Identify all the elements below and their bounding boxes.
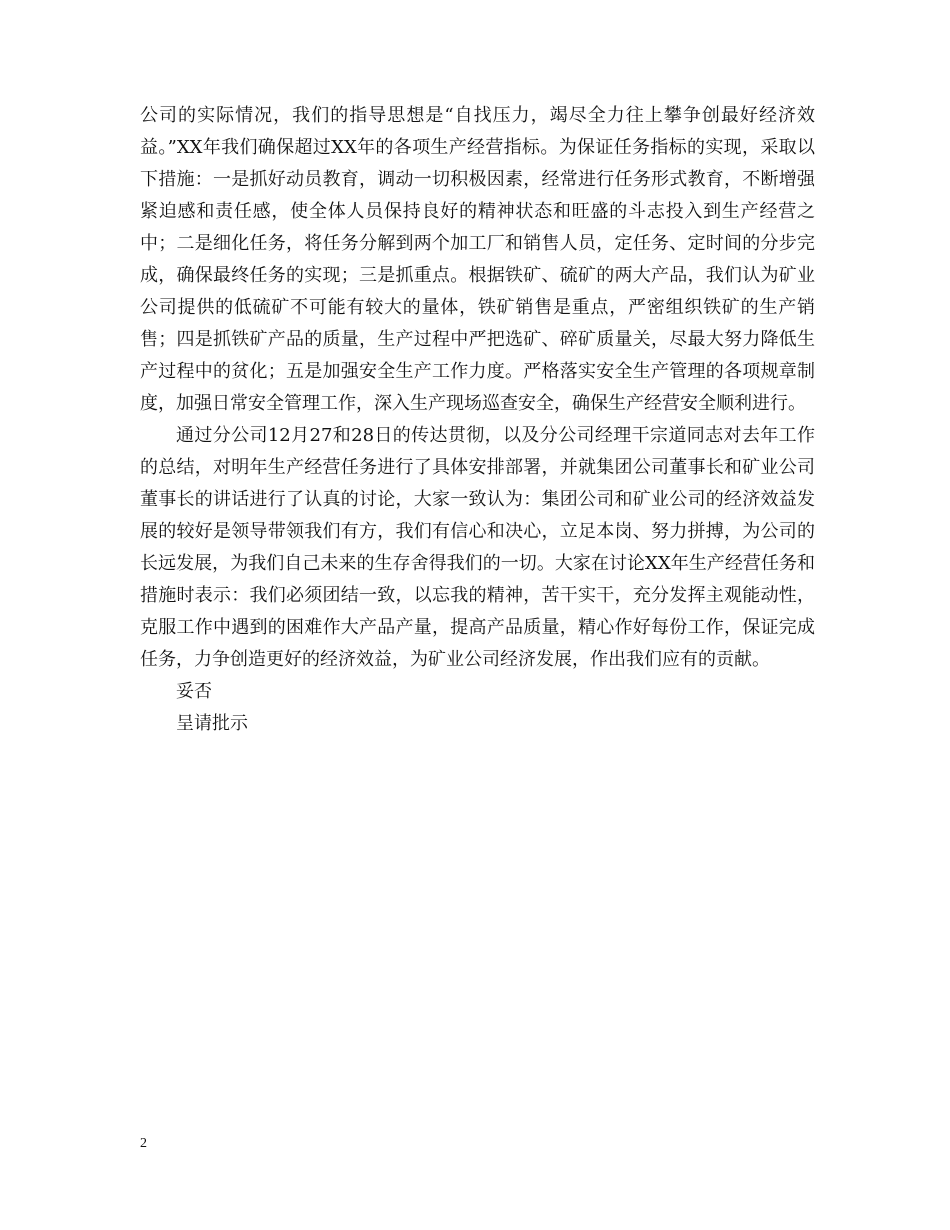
closing-request: 呈请批示 [176,713,248,734]
closing-approval: 妥否 [176,681,212,702]
paragraph-continued: 公司的实际情况，我们的指导思想是“自找压力，竭尽全力往上攀争创最好经济效益。”XX年我们确保超过XX年的各项生产经营指标。为保证任务指标的实现，采取以下措施：一是抓好动员教育，调动一切积极因素，经常进行任务形式教育，不断增强紧迫感和责任感，使全体人员保持良好的精神状态和旺盛的斗志投入到生产经营之中；二是细化任务，将任务分解到两个加工厂和销售人员，定任务、定时间的分步完成，确保最终任务的实现；三是抓重点。根据铁矿、硫矿的两大产品，我们认为矿业公司提供的低硫矿不可能有较大的量体，铁矿销售是重点，严密组织铁矿的生产销售；四是抓铁矿产品的质量，生产过程中严把选矿、碎矿质量关，尽最大努力降低生产过程中的贫化；五是加强安全生产工作力度。严格落实安全生产管理的各项规章制度，加强日常安全管理工作，深入生产现场巡查安全，确保生产经营安全顺利进行。 [140,105,815,414]
document-body [140,100,815,740]
paragraph-discussion: 通过分公司12月27和28日的传达贯彻，以及分公司经理干宗道同志对去年工作的总结，对明年生产经营任务进行了具体安排部署，并就集团公司董事长和矿业公司董事长的讲话进行了认真的讨论，大家一致认为：集团公司和矿业公司的经济效益发展的较好是领导带领我们有方，我们有信心和决心，立足本岗、努力拼搏，为公司的长远发展，为我们自己未来的生存舍得我们的一切。大家在讨论XX年生产经营任务和措施时表示：我们必须团结一致，以忘我的精神，苦干实干，充分发挥主观能动性，克服工作中遇到的困难作大产品产量，提高产品质量，精心作好每份工作，保证完成任务，力争创造更好的经济效益，为矿业公司经济发展，作出我们应有的贡献。 [140,425,815,670]
page-number: 2 [140,1136,147,1151]
